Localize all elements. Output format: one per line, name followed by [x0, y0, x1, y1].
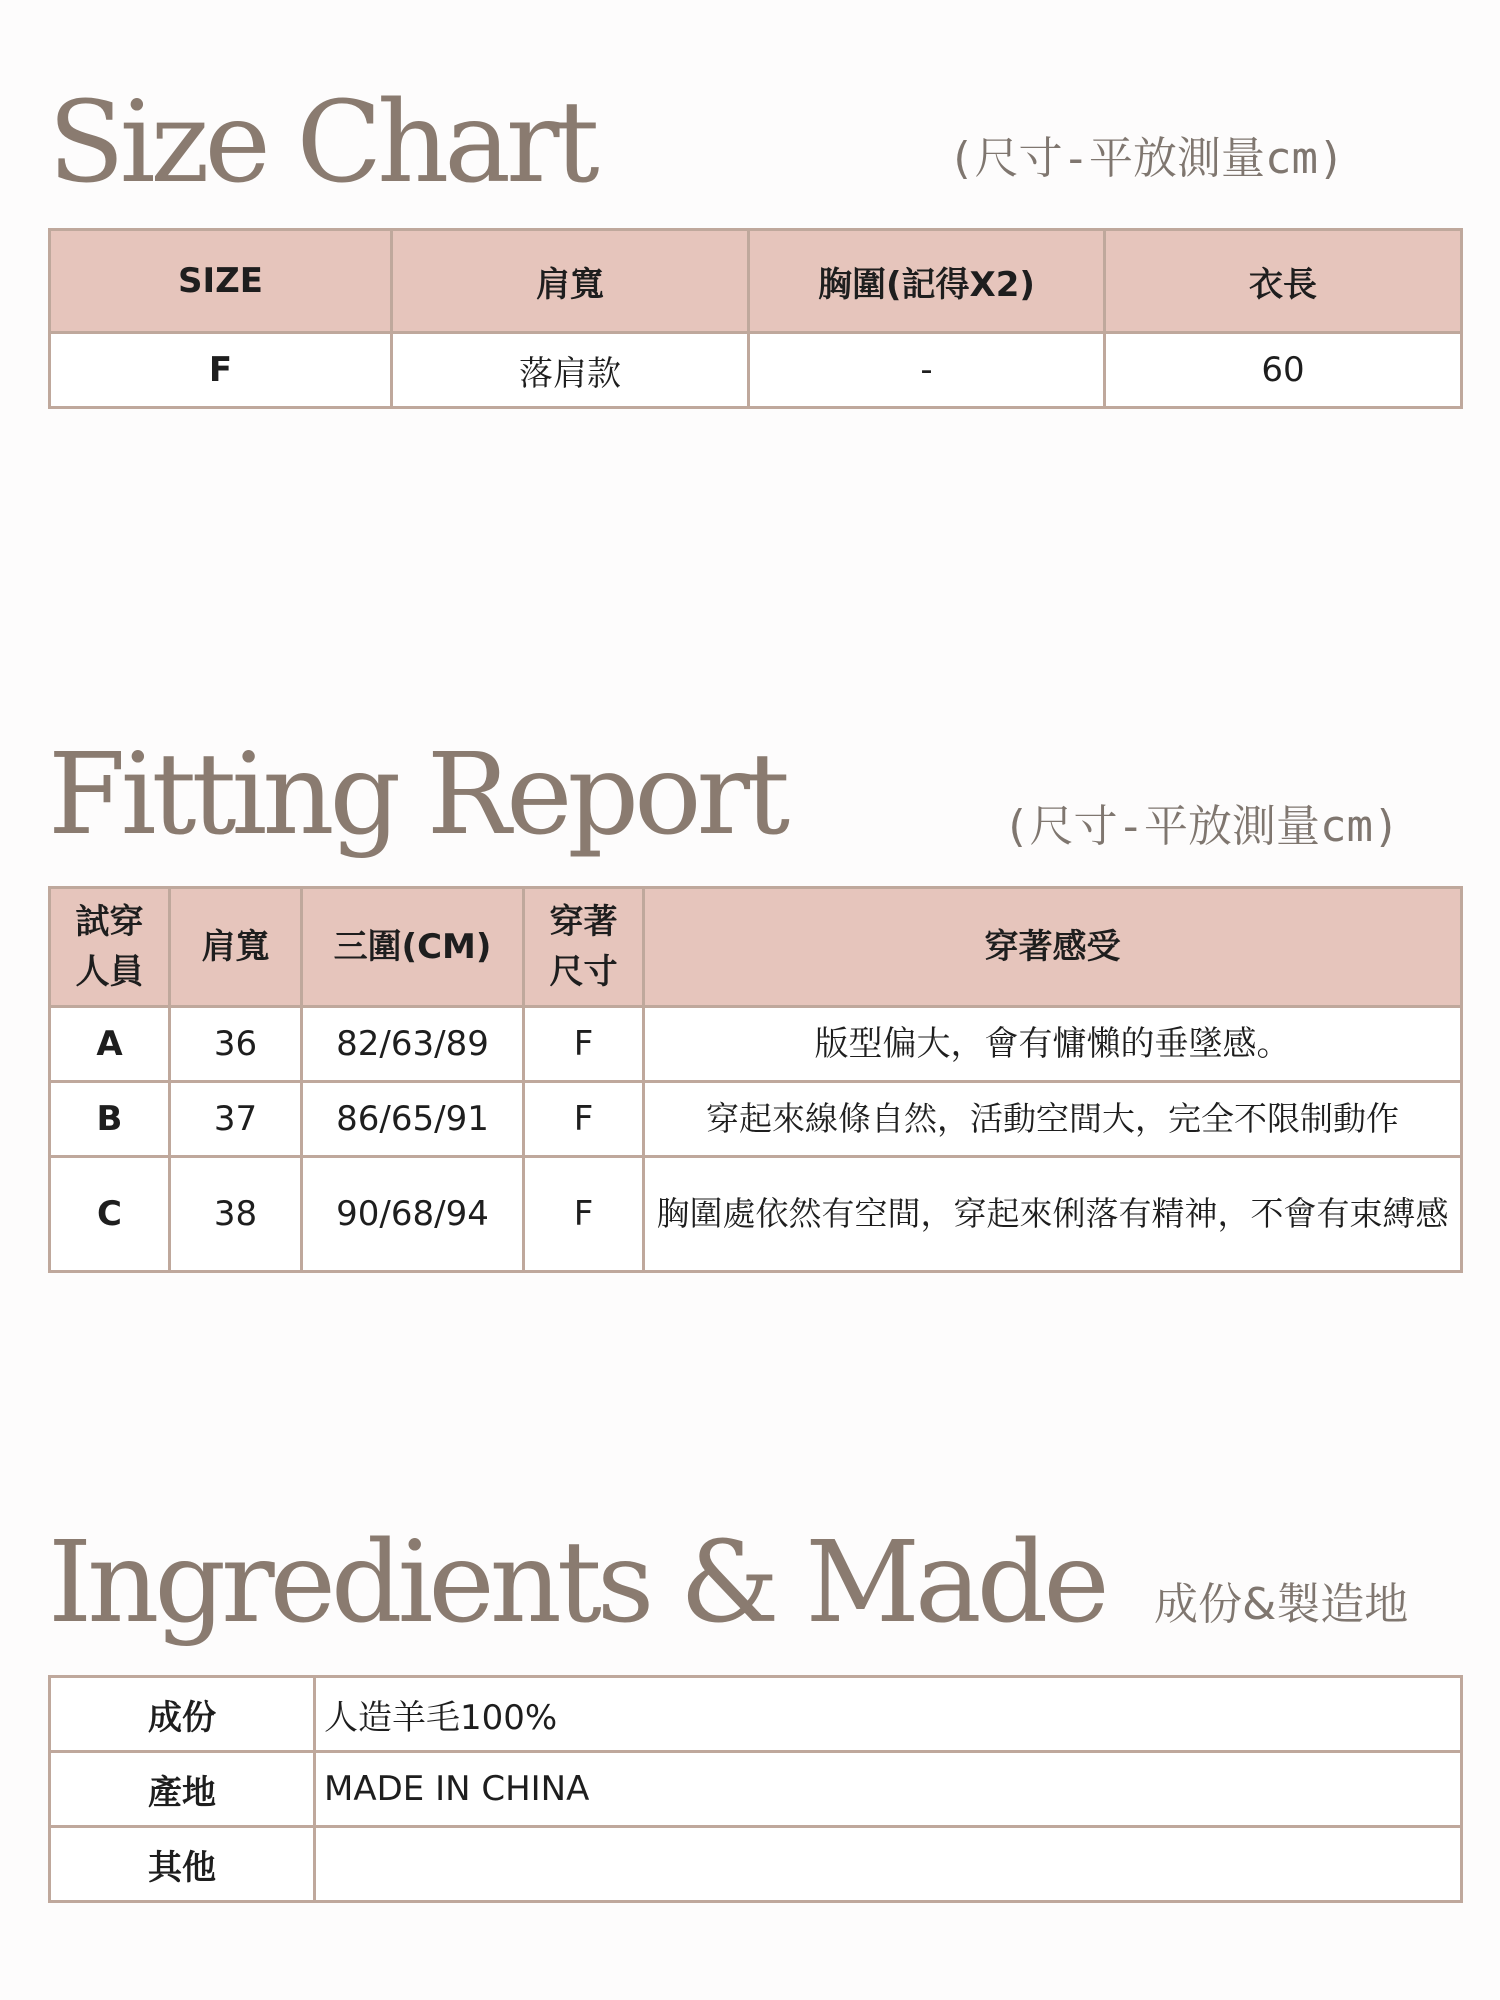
cell-shoulder: 落肩款	[392, 333, 749, 408]
header-chest: 胸圍(記得X2)	[749, 230, 1105, 333]
table-header-row	[50, 230, 1462, 333]
table-row	[50, 1677, 1462, 1752]
size-chart-table	[48, 228, 1463, 409]
header-shoulder: 肩寬	[170, 888, 302, 1007]
ingredients-table	[48, 1675, 1463, 1903]
cell-size-worn: F	[524, 1082, 644, 1157]
table-row	[50, 1007, 1462, 1082]
header-measurements: 三圍(CM)	[302, 888, 524, 1007]
cell-measurements: 82/63/89	[302, 1007, 524, 1082]
cell-shoulder: 38	[170, 1157, 302, 1272]
table-row	[50, 333, 1462, 408]
fitting-report-subtitle: (尺寸-平放測量cm)	[1003, 801, 1400, 852]
cell-measurements: 90/68/94	[302, 1157, 524, 1272]
header-length: 衣長	[1105, 230, 1462, 333]
ingredients-title: Ingredients & Made	[48, 1518, 1105, 1648]
fitting-report-title: Fitting Report	[48, 730, 786, 860]
fitting-report-table	[48, 886, 1463, 1273]
cell-size: F	[50, 333, 392, 408]
cell-shoulder: 36	[170, 1007, 302, 1082]
header-shoulder: 肩寬	[392, 230, 749, 333]
header-tester: 試穿人員	[50, 888, 170, 1007]
cell-tester: B	[50, 1082, 170, 1157]
cell-measurements: 86/65/91	[302, 1082, 524, 1157]
header-size: SIZE	[50, 230, 392, 333]
cell-length: 60	[1105, 333, 1462, 408]
cell-tester: A	[50, 1007, 170, 1082]
cell-tester: C	[50, 1157, 170, 1272]
header-size-worn: 穿著尺寸	[524, 888, 644, 1007]
cell-chest: -	[749, 333, 1105, 408]
ingredients-subtitle: 成份&製造地	[1154, 1579, 1409, 1630]
cell-label-other: 其他	[50, 1827, 315, 1902]
table-row	[50, 1827, 1462, 1902]
table-row	[50, 1157, 1462, 1272]
header-feedback: 穿著感受	[644, 888, 1462, 1007]
cell-value-other	[315, 1827, 1462, 1902]
cell-size-worn: F	[524, 1007, 644, 1082]
cell-label-origin: 產地	[50, 1752, 315, 1827]
cell-shoulder: 37	[170, 1082, 302, 1157]
cell-label-material: 成份	[50, 1677, 315, 1752]
size-chart-title: Size Chart	[48, 78, 595, 208]
table-row	[50, 1082, 1462, 1157]
cell-feedback: 版型偏大，會有慵懶的垂墜感。	[644, 1007, 1462, 1082]
cell-value-material: 人造羊毛100%	[315, 1677, 1462, 1752]
cell-feedback: 胸圍處依然有空間，穿起來俐落有精神，不會有束縛感	[644, 1157, 1462, 1272]
table-row	[50, 1752, 1462, 1827]
cell-feedback: 穿起來線條自然，活動空間大，完全不限制動作	[644, 1082, 1462, 1157]
cell-size-worn: F	[524, 1157, 644, 1272]
size-chart-subtitle: (尺寸-平放測量cm)	[948, 133, 1345, 184]
cell-value-origin: MADE IN CHINA	[315, 1752, 1462, 1827]
table-header-row	[50, 888, 1462, 1007]
